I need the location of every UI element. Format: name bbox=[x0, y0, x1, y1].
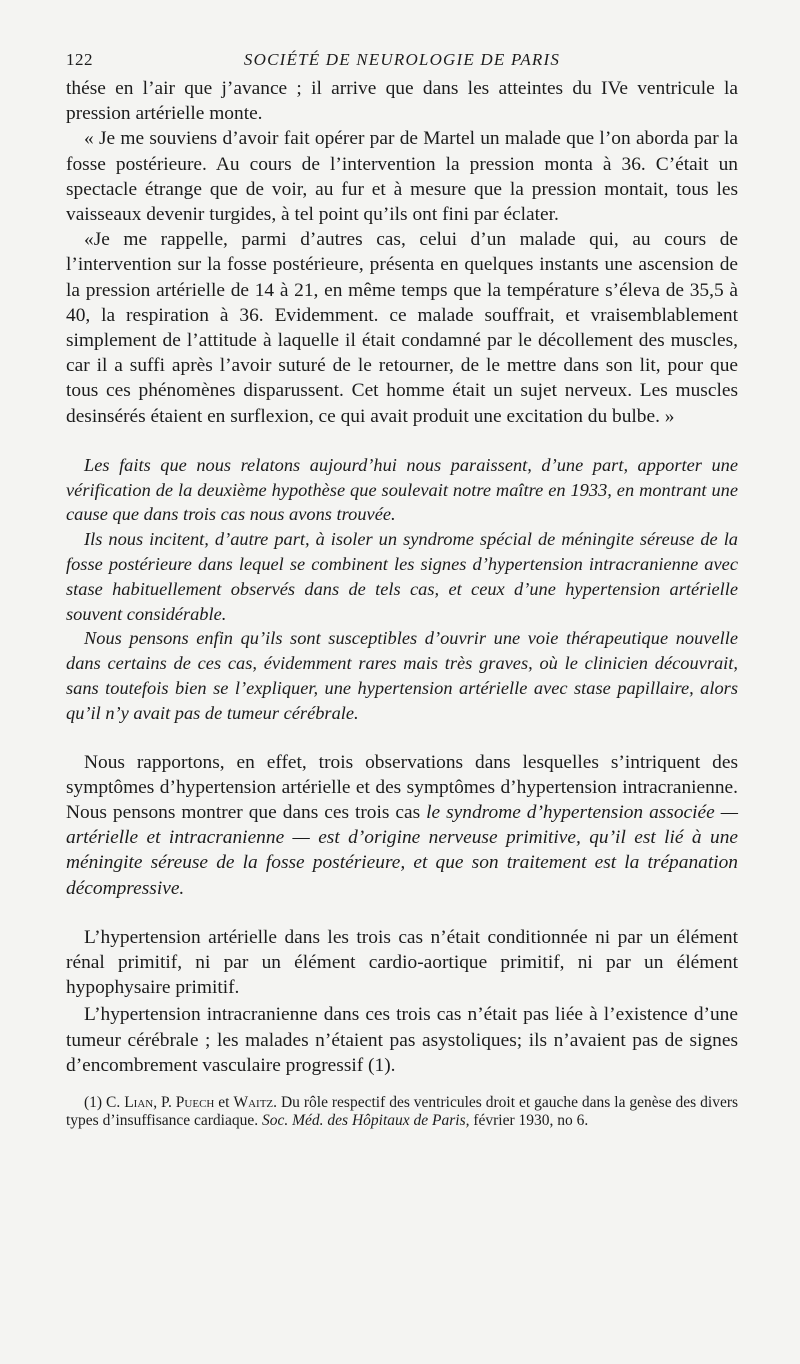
body-paragraph: « Je me souviens d’avoir fait opérer par de Martel un malade que l’on aborda par la fosse postérieure. Au cours de l’intervention la pression monta à 36. C’était un spectacle étrange que de voir, au fur et à mesure que la pression montait, tous les vaisseaux devenir turgides, à tel point qu’ils ont fini par éclater. bbox=[66, 128, 738, 226]
footnote-author: Puech bbox=[175, 1094, 215, 1112]
body-text: Nous rapportons, en effet, trois observations dans lesquelles s’intriquent des symptômes d’hypertension artérielle et des symptômes d’hypertension intracranienne. Nous pensons montrer que dans ces trois cas bbox=[66, 751, 738, 824]
footnote-journal: Soc. Méd. des Hôpitaux de Paris, bbox=[261, 1112, 470, 1130]
body-paragraph: «Je me rappelle, parmi d’autres cas, celui d’un malade qui, au cours de l’intervention sur la fosse postérieure, présenta en quelques instants une ascension de la pression artérielle de 14 à 21, en même temps que la température s’éleva de 35,5 à 40, la respiration à 36. Evidemment. ce malade souffrait, et vraisemblablement simplement de l’attitude à laquelle il était condamné par le décollement des muscles, car il a suffi après l’avoir suturé de le retourner, de le mettre dans son lit, pour que tous ces phénomènes disparussent. Cet homme était un sujet nerveux. Les muscles desinsérés étaient en surflexion, ce qui avait produit une excitation du bulbe. » bbox=[66, 229, 738, 427]
running-title: SOCIÉTÉ DE NEUROLOGIE DE PARIS bbox=[243, 50, 561, 69]
summary-paragraph: Ils nous incitent, d’autre part, à isoler un syndrome spécial de méningite séreuse de la fosse postérieure dans lequel se combinent les signes d’hypertension intracranienne avec stase habituellement observés dans de tels cas, et ceux d’une hypertension artérielle souvent considérable. bbox=[66, 529, 738, 624]
footnote bbox=[66, 1094, 738, 1130]
body-paragraph: thése en l’air que j’avance ; il arrive que dans les atteintes du IVe ventricule la pression artérielle monte. bbox=[66, 78, 738, 125]
conclusion-text bbox=[66, 925, 738, 1078]
footnote-separator: et bbox=[214, 1094, 230, 1112]
emphasized-text: le syndrome d’hypertension associée — artérielle et intracranienne — est d’origine nerveuse primitive, qu’il est lié à une méningite séreuse de la fosse postérieure, et que son traitement est la trépanation décompressive. bbox=[66, 802, 738, 899]
footnote-author: Waitz bbox=[233, 1094, 274, 1112]
summary-paragraph: Les faits que nous relatons aujourd’hui nous paraissent, d’une part, apporter une vérification de la deuxième hypothèse que soulevait notre maître en 1933, en montrant une cause que dans trois cas nous avons trouvée. bbox=[66, 454, 738, 525]
summary-paragraph: Nous pensons enfin qu’ils sont susceptibles d’ouvrir une voie thérapeutique nouvelle dans certains de ces cas, évidemment rares mais très graves, où le clinicien découvrait, sans toutefois bien se l’expliquer, une hypertension artérielle avec stase papillaire, alors qu’il n’y avait pas de tumeur cérébrale. bbox=[66, 628, 738, 723]
footnote-separator: , P. bbox=[153, 1094, 172, 1112]
page-number: 122 bbox=[66, 50, 93, 69]
main-text bbox=[66, 750, 738, 901]
footnote-mark: (1) C. bbox=[84, 1094, 121, 1112]
italic-summary bbox=[66, 453, 738, 726]
body-paragraph: L’hypertension intracranienne dans ces trois cas n’était pas liée à l’existence d’une tumeur cérébrale ; les malades n’étaient pas asystoliques; ils n’avaient pas de signes d’encombrement vasculaire progressif (1). bbox=[66, 1004, 738, 1076]
running-header bbox=[66, 46, 738, 76]
footnote-text bbox=[66, 1094, 738, 1130]
footnote-date: février 1930, no 6. bbox=[473, 1112, 589, 1130]
body-paragraph bbox=[66, 750, 738, 901]
footnote-title: . Du rôle respectif des ventricules droit et gauche dans la genèse des divers types d’insuffisance cardiaque. bbox=[66, 1094, 739, 1130]
footnote-author: Lian bbox=[124, 1094, 154, 1112]
body-paragraph: L’hypertension artérielle dans les trois cas n’était conditionnée ni par un élément rénal primitif, ni par un élément cardio-aortique primitif, ni par un élément hypophysaire primitif. bbox=[66, 926, 738, 999]
quoted-discussion bbox=[66, 76, 738, 429]
document-page bbox=[66, 46, 738, 1130]
